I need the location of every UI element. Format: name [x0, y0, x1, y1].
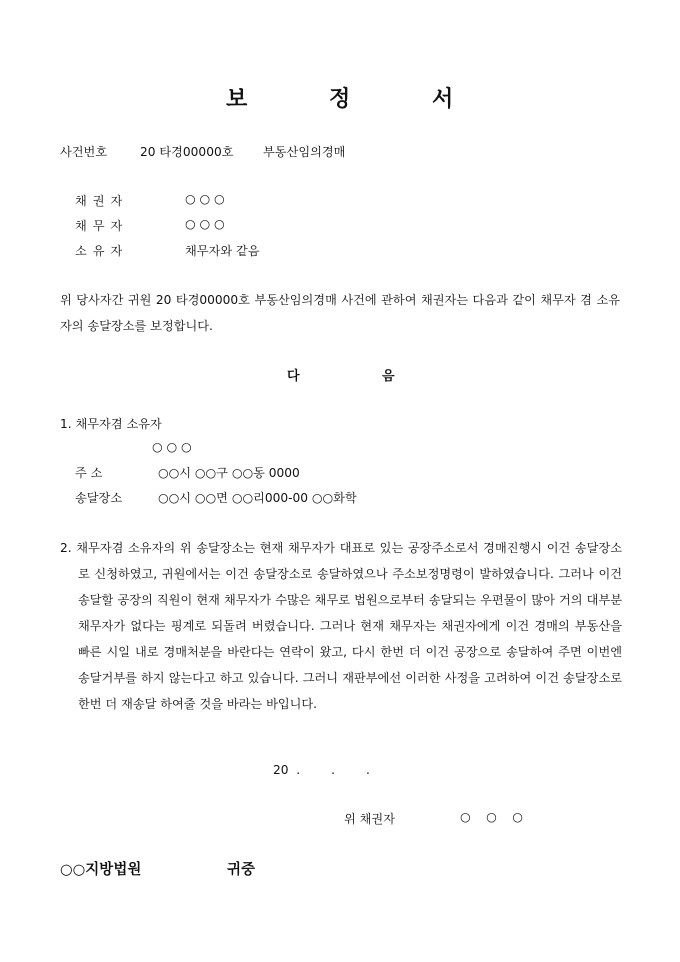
document-date: 20 . . .: [273, 763, 370, 777]
party-label: 소유자: [75, 244, 129, 258]
party-value: ○ ○ ○: [185, 217, 225, 231]
title-char-2: 정: [329, 86, 351, 112]
item1-name: ○ ○ ○: [152, 440, 192, 454]
party-value: ○ ○ ○: [185, 192, 225, 206]
party-label: 채권자: [75, 194, 129, 208]
item1-address-label: 주 소: [75, 466, 103, 480]
party-value: 채무자와 같음: [185, 244, 260, 258]
case-number: 20 타경00000호: [140, 145, 234, 159]
item1-delivery: ○○시 ○○면 ○○리000-00 ○○화학: [158, 491, 357, 505]
item1-delivery-label: 송달장소: [75, 491, 123, 505]
case-type: 부동산임의경매: [263, 145, 346, 159]
party-label: 채무자: [75, 219, 129, 233]
case-label: 사건번호: [60, 145, 108, 159]
heading-char-2: 음: [382, 369, 395, 384]
court-name: ○○지방법원: [60, 861, 142, 878]
item1-title: 1. 채무자겸 소유자: [60, 417, 162, 431]
title-char-1: 보: [226, 86, 248, 112]
title-char-3: 서: [432, 86, 454, 112]
item2-paragraph: 2. 채무자겸 소유자의 위 송달장소는 현재 채무자가 대표로 있는 공장주소로서 경매진행시 이건 송달장소로 신청하였고, 귀원에서는 이건 송달장소로 송달하였으나 주소보정명령이 발하였습니다. 그러나 이건 송달할 공장의 직원이 현재 채무자가 수많은 채무로 법원으로부터 송달되는 우편물이 많아 거의 대부분 채무자가 없다는 핑계로 되돌려 버렸습니다. 그러나 현재 채무자는 채권자에게 이건 경매의 부동산을 빠른 시일 내로 경매처분을 바란다는 연락이 왔고, 다시 한번 더 이건 공장으로 송달하여 주면 이번엔 송달거부를 하지 않는다고 하고 있습니다. 그러니 재판부에선 이러한 사정을 고려하여 이건 송달장소로 한번 더 재송달 하여줄 것을 바라는 바입니다.: [60, 541, 622, 711]
item1-address: ○○시 ○○구 ○○동 0000: [158, 466, 300, 480]
signer-name: ○ ○ ○: [460, 810, 523, 824]
signer-label: 위 채권자: [344, 812, 395, 826]
intro-paragraph: 위 당사자간 귀원 20 타경00000호 부동산임의경매 사건에 관하여 채권자는 다음과 같이 채무자 겸 소유자의 송달장소를 보정합니다.: [60, 293, 620, 333]
court-suffix: 귀중: [227, 861, 256, 878]
heading-char-1: 다: [287, 369, 300, 384]
